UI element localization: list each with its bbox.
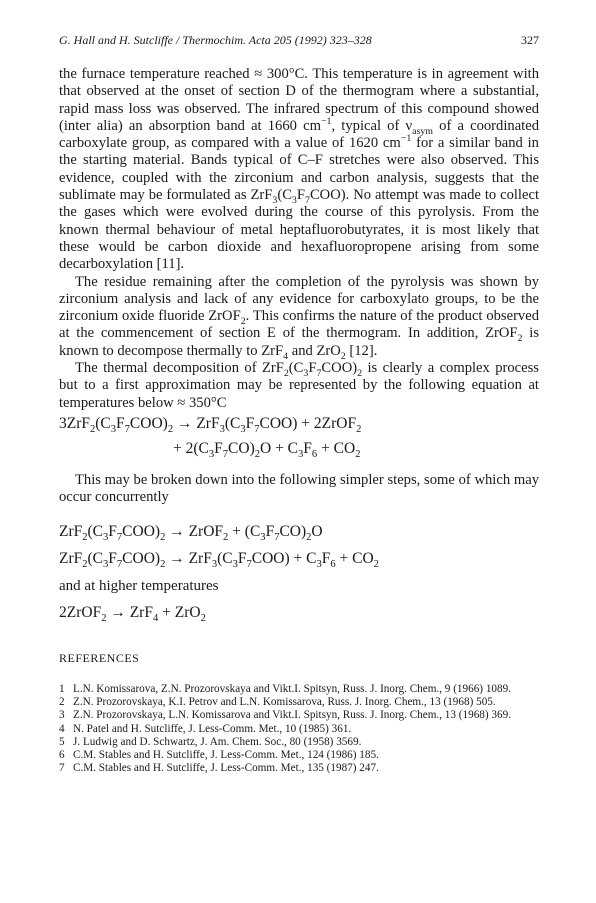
script-run: 2 [373,559,379,571]
equation-overall-line1 [59,415,362,436]
script-run: 2 [82,559,88,571]
script-run: 2 [101,613,107,625]
reference-item [59,723,539,736]
reference-text: C.M. Stables and H. Sutcliffe, J. Less-Comm. Met., 124 (1986) 185. [73,749,379,762]
text-run: O + C [260,440,299,457]
text-run: F [303,440,312,457]
script-run: 2 [517,333,523,345]
script-run: 2 [356,424,362,436]
script-run: 2 [355,449,361,461]
script-run: 3 [240,424,246,436]
script-run: 2 [167,424,174,436]
script-run: 6 [330,559,336,571]
script-run: 3 [232,559,238,571]
script-run: 7 [222,449,229,461]
text-run: → ZrF [173,415,220,432]
text-run: (C [87,523,104,540]
text-run: and ZrO [288,342,341,359]
script-run: 2 [306,532,312,544]
script-run: 2 [223,532,229,544]
text-run: F [245,415,255,432]
text-run: CO) [279,523,307,540]
running-title: G. Hall and H. Sutcliffe / Thermochim. Acta 205 (1992) 323–328 [59,33,372,47]
body-text [59,66,539,412]
text-run: COO) [122,550,161,567]
text-run: + ZrO [158,604,201,621]
text-run: The thermal decomposition of ZrF [75,360,284,377]
script-run: 3 [110,424,117,436]
text-run: + 2(C [173,440,209,457]
reference-text: N. Patel and H. Sutcliffe, J. Less-Comm. Met., 10 (1985) 361. [73,722,352,735]
text-run: This may be broken down into the following simpler steps, some of which may occur concurrently [59,472,539,506]
body-text-higher [59,578,539,595]
script-run: 7 [116,532,123,544]
reference-number: 4 [59,722,65,735]
script-run: 2 [160,532,166,544]
paragraph-residue [59,274,539,360]
script-run: 2 [160,559,166,571]
reference-text: J. Ludwig and D. Schwartz, J. Am. Chem. Soc., 80 (1958) 3569. [73,735,362,748]
running-header [59,33,539,49]
text-run: [12]. [345,342,378,359]
text-run: F [265,523,275,540]
text-run: F [237,550,247,567]
references-heading: REFERENCES [59,651,140,665]
equation-step1 [59,523,323,544]
text-run: F [214,440,223,457]
script-run: 3 [272,194,278,206]
text-run: 2ZrOF [59,604,102,621]
reference-number: 1 [59,683,65,695]
equation-step2 [59,550,379,571]
text-run: (C [277,187,292,204]
script-run: 7 [116,559,123,571]
script-run: asym [412,125,433,137]
text-run: , typical of ν [331,117,413,134]
script-run: 2 [283,367,289,379]
script-run: 3 [208,449,215,461]
text-run: (C [224,415,241,432]
script-run: 7 [316,367,322,379]
script-run: 3 [103,559,109,571]
script-run: 7 [274,532,280,544]
text-run: the furnace temperature reached ≈ 300°C. This temperature is in agreement with that observed at the onset of section D of the thermogram where a substantial, rapid mass loss was observed. The infrared spectrum of this compound showed (inter alia) an absorption band at 1660 cm [59,66,539,134]
text-run: COO) [321,360,358,377]
script-run: 3 [211,559,218,571]
text-run: F [108,523,117,540]
text-run: F [116,415,125,432]
reference-number: 2 [59,696,65,709]
text-run: + CO [317,440,356,457]
paragraph-decomposition [59,360,539,412]
text-run: → ZrF [106,604,153,621]
script-run: 3 [298,449,304,461]
script-run: 3 [103,532,109,544]
text-run: 3ZrF [59,415,90,432]
text-run: (C [217,550,233,567]
script-run: 2 [357,367,363,379]
text-run: F [296,187,305,204]
text-run: O [311,523,323,540]
reference-text: Z.N. Prozorovskaya, L.N. Komissarova and Vikt.I. Spitsyn, Russ. J. Inorg. Chem., 13 (1968) 369. [73,709,511,722]
script-run: −1 [320,116,332,128]
text-run: F [108,550,117,567]
script-run: 3 [219,424,225,436]
text-run: COO) [122,523,161,540]
text-run: ZrF [59,550,83,567]
text-run: . This confirms the nature of the product observed at the commencement of section E of the thermogram. In addition, ZrOF [59,308,539,342]
script-run: 3 [303,367,309,379]
text-run: COO) [129,415,168,432]
script-run: 4 [152,613,159,625]
text-run: is known to decompose thermally to ZrF [59,325,539,359]
script-run: 7 [124,424,130,436]
script-run: 6 [311,449,318,461]
script-run: 2 [240,316,246,328]
text-run: + (C [228,523,261,540]
equation-step3 [59,604,206,625]
script-run: 2 [340,350,346,362]
script-run: 7 [254,424,260,436]
reference-item [59,736,539,749]
script-run: 3 [291,194,297,206]
paragraph-higher-temps [59,578,539,595]
text-run: (C [87,550,104,567]
script-run: 2 [200,613,206,625]
script-run: 7 [246,559,252,571]
text-run: CO) [228,440,255,457]
text-run: COO) + 2ZrOF [259,415,357,432]
script-run: 7 [305,194,310,206]
reference-item [59,749,539,762]
references-list [59,683,539,775]
paragraph-sublimate [59,66,539,274]
text-run: ZrF [59,523,83,540]
text-run: COO). No attempt was made to collect the gases which were evolved during the course of this pyrolysis. From the known thermal behaviour of metal heptafluorobutyrates, it is most likely that these would be carbon dioxide and hexafluoropropene arising from some decarboxylation [11]. [59,187,539,273]
reference-number: 7 [59,762,65,775]
text-run: of a coordinated carboxylate group, as compared with a value of 1620 cm [59,117,539,152]
reference-item [59,762,539,775]
text-run: → ZrF [165,550,212,567]
paragraph-simpler-steps [59,472,539,507]
script-run: 2 [90,424,96,436]
script-run: 4 [283,350,289,362]
reference-number: 3 [59,709,65,722]
text-run: is clearly a complex process but to a first approximation may be represented by the following equation at temperatures below ≈ 350°C [59,360,539,411]
reference-item [59,709,539,722]
reference-number: 6 [59,749,65,762]
text-run: F [308,360,317,377]
reference-number: 5 [59,735,65,748]
script-run: 2 [254,449,260,461]
equation-overall-line2 [173,440,361,461]
body-text-steps [59,472,539,507]
text-run: for a similar band in the starting material. Bands typical of C–F stretches were also observed. This evidence, coupled with the zirconium and carbon analysis, suggests that the sublimate may be formulated as ZrF [59,135,539,204]
page-number: 327 [521,33,539,47]
text-run: F [321,550,331,567]
script-run: 2 [82,532,88,544]
reference-text: L.N. Komissarova, Z.N. Prozorovskaya and Vikt.I. Spitsyn, Russ. J. Inorg. Chem., 9 (1966) 1089. [73,683,511,695]
text-run: The residue remaining after the completion of the pyrolysis was shown by zirconium analysis and lack of any evidence for carboxylato groups, to be the zirconium oxide fluoride ZrOF [59,273,539,325]
reference-item [59,683,539,696]
script-run: 3 [260,532,266,544]
script-run: −1 [400,133,412,145]
text-run: COO) + C [251,550,317,567]
script-run: 3 [316,559,322,571]
reference-item [59,696,539,709]
text-run: (C [95,415,111,432]
text-run: and at higher temperatures [59,578,219,594]
text-run: → ZrOF [165,523,224,540]
text-run: + CO [335,550,374,567]
reference-text: Z.N. Prozorovskaya, K.I. Petrov and L.N. Komissarova, Russ. J. Inorg. Chem., 13 (1968) 505. [73,696,496,709]
reference-text: C.M. Stables and H. Sutcliffe, J. Less-Comm. Met., 135 (1987) 247. [73,762,379,775]
text-run: (C [288,360,304,377]
